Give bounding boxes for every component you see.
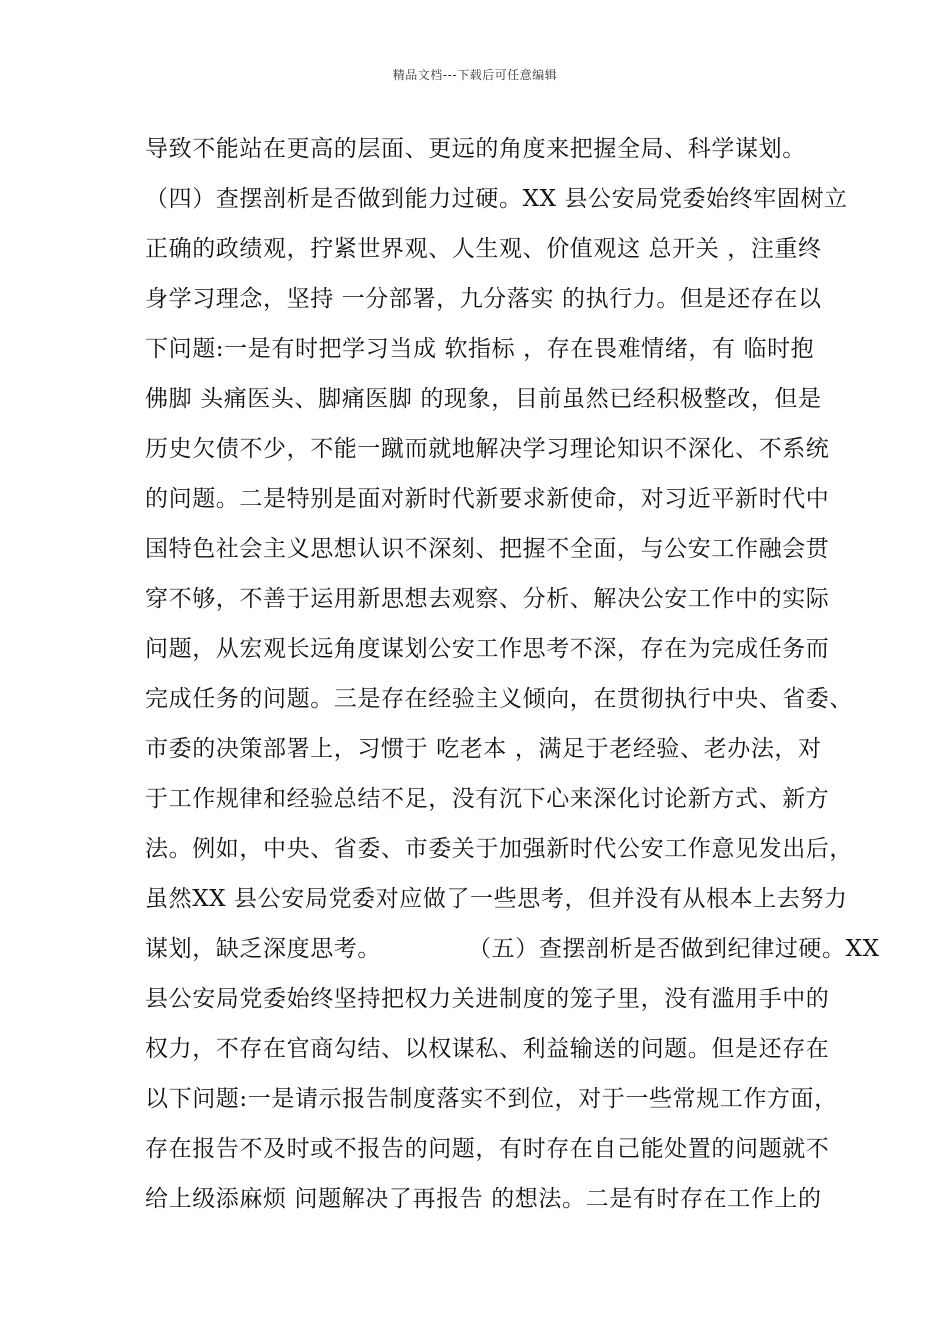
text-line: 完成任务的问题。三是存在经验主义倾向，在贯彻执行中央、省委、 (145, 686, 853, 712)
text-line: 问题，从宏观长远角度谋划公安工作思考不深，存在为完成任务而 (145, 636, 830, 662)
text-line: 给上级添麻烦 问题解决了再报告 的想法。二是有时存在工作上的 (145, 1186, 822, 1212)
text-line: 穿不够，不善于运用新思想去观察、分析、解决公安工作中的实际 (145, 586, 830, 612)
text-line: 正确的政绩观，拧紧世界观、人生观、价值观这 总开关 ，注重终 (145, 236, 822, 262)
page-header: 精品文档---下载后可任意编辑 (392, 68, 558, 82)
document-body (145, 124, 880, 1224)
text-line: 市委的决策部署上，习惯于 吃老本 ，满足于老经验、老办法，对 (145, 736, 822, 762)
text-line: 身学习理念，坚持 一分部署，九分落实 的执行力。但是还存在以 (145, 286, 822, 312)
text-line: 谋划，缺乏深度思考。 （五）查摆剖析是否做到纪律过硬。XX (145, 936, 880, 962)
text-line: 国特色社会主义思想认识不深刻、把握不全面，与公安工作融会贯 (145, 536, 830, 562)
text-line: （四）查摆剖析是否做到能力过硬。XX 县公安局党委始终牢固树立 (145, 186, 848, 212)
text-line: 法。例如，中央、省委、市委关于加强新时代公安工作意见发出后， (145, 836, 853, 862)
text-line: 佛脚 头痛医头、脚痛医脚 的现象，目前虽然已经积极整改，但是 (145, 386, 822, 412)
text-line: 下问题:一是有时把学习当成 软指标 ，存在畏难情绪，有 临时抱 (145, 336, 815, 362)
text-line: 导致不能站在更高的层面、更远的角度来把握全局、科学谋划。 (145, 136, 806, 162)
text-line: 县公安局党委始终坚持把权力关进制度的笼子里，没有滥用手中的 (145, 986, 830, 1012)
text-line: 以下问题:一是请示报告制度落实不到位，对于一些常规工作方面， (145, 1086, 838, 1112)
text-line: 虽然XX 县公安局党委对应做了一些思考，但并没有从根本上去努力 (145, 886, 848, 912)
text-line: 权力，不存在官商勾结、以权谋私、利益输送的问题。但是还存在 (145, 1036, 830, 1062)
text-line: 于工作规律和经验总结不足，没有沉下心来深化讨论新方式、新方 (145, 786, 830, 812)
text-line: 的问题。二是特别是面对新时代新要求新使命，对习近平新时代中 (145, 486, 830, 512)
text-line: 存在报告不及时或不报告的问题，有时存在自己能处置的问题就不 (145, 1136, 830, 1162)
text-line: 历史欠债不少，不能一蹴而就地解决学习理论知识不深化、不系统 (145, 436, 830, 462)
